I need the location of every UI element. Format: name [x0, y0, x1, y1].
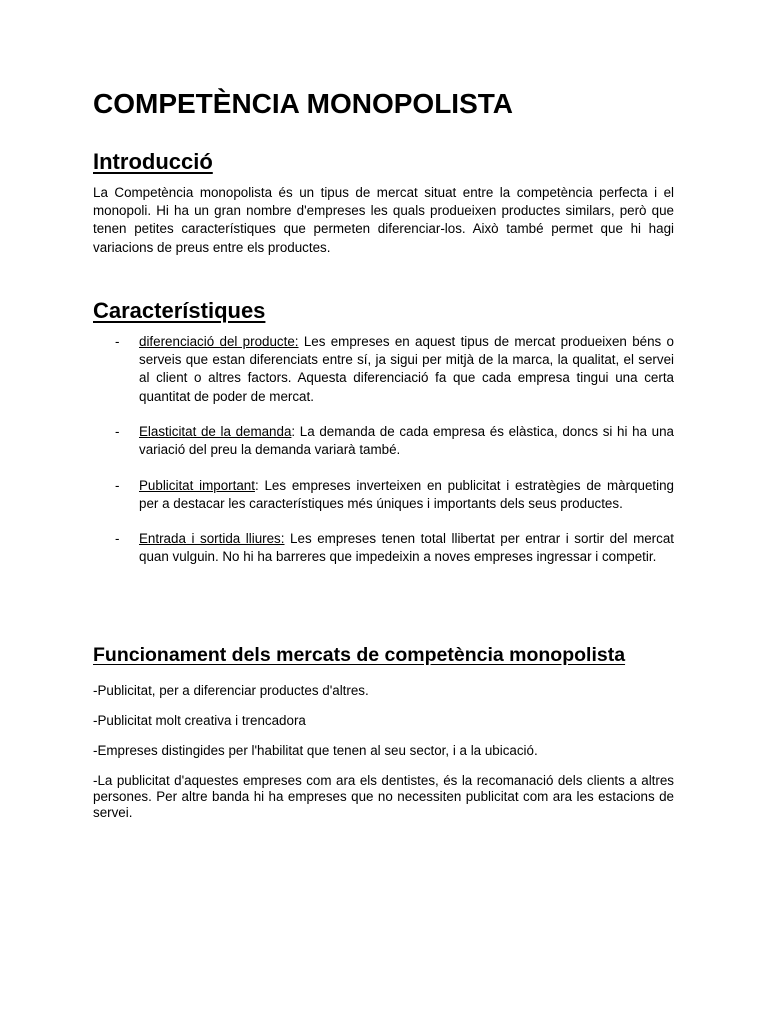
caracteristiques-list — [93, 333, 674, 584]
document-title: COMPETÈNCIA MONOPOLISTA — [93, 88, 513, 119]
heading-introduccio: Introducció — [93, 149, 213, 174]
list-item-term: Elasticitat de la demanda — [139, 424, 292, 439]
list-item-text: Les empreses en aquest tipus de mercat produeixen béns o serveis que estan diferenciats entre sí, ja sigui per mitjà de la marca, la qualitat, el servei al client o altres factors. Aquesta diferenciació fa que cada empresa tingui una certa quantitat de poder de mercat. — [139, 334, 674, 404]
list-dash: - — [115, 424, 120, 439]
list-dash: - — [115, 334, 120, 349]
list-item-term: Publicitat important — [139, 477, 255, 493]
funcionament-line: -Publicitat, per a diferenciar productes d'altres. — [93, 683, 369, 698]
list-dash: - — [115, 531, 120, 547]
funcionament-line: -Publicitat molt creativa i trencadora — [93, 713, 306, 728]
list-item — [93, 423, 674, 459]
list-item-text: : Les empreses inverteixen en publicitat i estratègies de màrqueting per a destacar les característiques més úniques i importants dels seus productes. — [139, 477, 675, 511]
list-item-text: : La demanda de cada empresa és elàstica, doncs si hi ha una variació del preu la demanda variarà també. — [139, 424, 674, 458]
funcionament-line: -Empreses distingides per l'habilitat que tenen al seu sector, i a la ubicació. — [93, 743, 538, 758]
list-item-term: Entrada i sortida lliures: — [139, 531, 285, 547]
list-dash: - — [115, 477, 120, 493]
list-item — [93, 477, 674, 513]
list-item-text: Les empreses tenen total llibertat per entrar i sortir del mercat quan vulguin. No hi ha barreres que impedeixin a noves empreses ingressar i competir. — [139, 531, 675, 565]
heading-funcionament: Funcionament dels mercats de competència monopolista — [93, 644, 626, 666]
introduccio-paragraph: La Competència monopolista és un tipus de mercat situat entre la competència perfecta i el monopoli. Hi ha un gran nombre d'empreses les quals produeixen productes similars, però que tenen petites característiques que permeten diferenciar-los. Això també permet que hi hagi variacions de preus entre els productes. — [93, 185, 674, 255]
heading-caracteristiques: Característiques — [93, 298, 266, 323]
list-item — [93, 530, 674, 566]
list-item-term: diferenciació del producte: — [139, 334, 299, 349]
list-item — [93, 333, 674, 406]
funcionament-line: -La publicitat d'aquestes empreses com ara els dentistes, és la recomanació dels clients a altres persones. Per altre banda hi ha empreses que no necessiten publicitat com ara les estacions de servei. — [93, 773, 674, 820]
